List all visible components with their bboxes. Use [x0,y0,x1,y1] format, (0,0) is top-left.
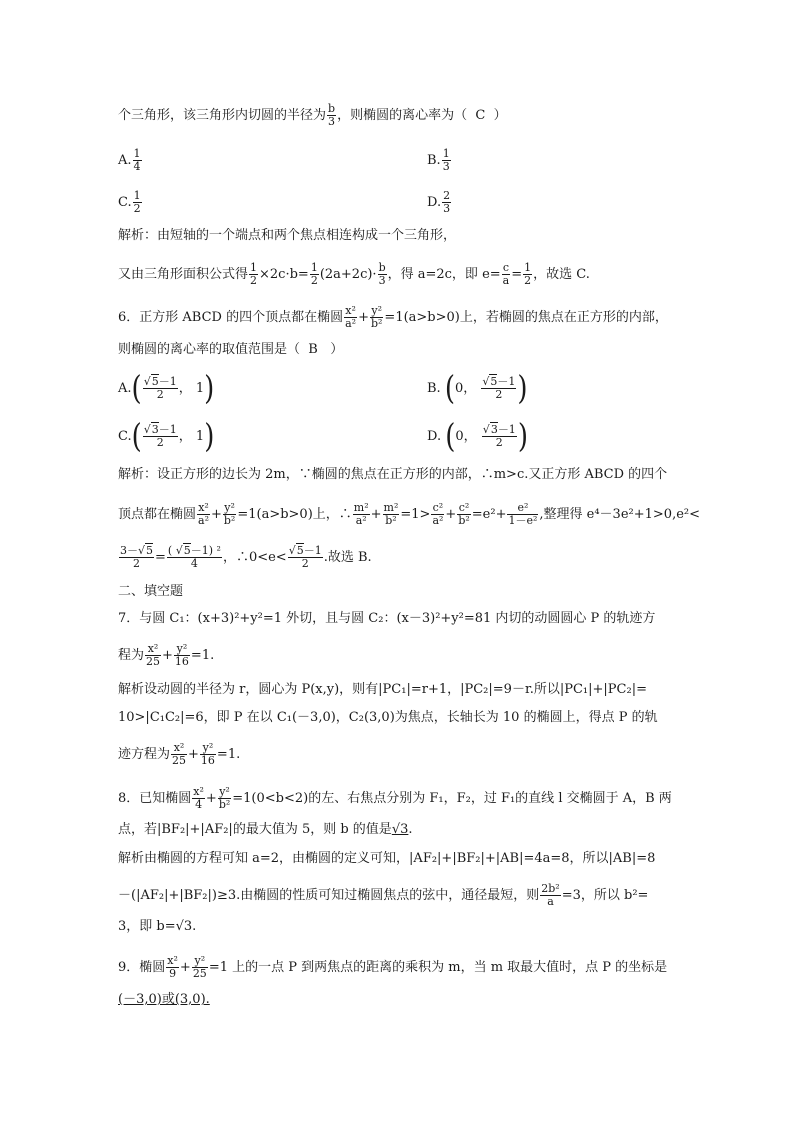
q6-option-d: D. (0， $\frac{√3-1}{2}$ ) [427,417,528,456]
q6-answer: B [308,342,318,357]
q8-solution-3: 3，即 b=√3. [118,919,197,934]
q6-stem-2: 则椭圆的离心率的取值范围是（ B ） [118,342,344,357]
q7-stem-2: 程为 $\frac{\text{x²}}{25}$ + $\frac{\text{y²}}{16}$ =1. [118,642,215,668]
q8-stem-2: 点，若|BF₂|+|AF₂|的最大值为 5，则 b 的值是√3. [118,822,413,837]
q5-option-c: C. $\frac{1}{2}$ [118,189,141,215]
q5-option-d: D. $\frac{2}{3}$ [427,189,451,215]
q5-option-a: A. $\frac{1}{4}$ [118,147,141,173]
q6-solution-2: 顶点都在椭圆 $\frac{\text{x²}}{\text{a²}}$ + $\frac{\text{y²}}{\text{b²}}$ =1(a>b>0)上，∴ $\frac{\text{m²}}{\text{a²}}$ + $\frac{\text{m²}}{\text{b²}}$ =1> $\frac{\text{c²}}{\text{a²}}$ + $\frac{\text{c²}}{\text{b²}}$ =e²+ $\frac{\text{e²}}{\text{1－e²}}$ ,整理得 e⁴－3e²+1>0,e²< [118,501,700,527]
q6-option-c: C.( $\frac{√3-1}{2}$ ， 1) [118,417,215,456]
q7-stem-1: 7．与圆 C₁：(x+3)²+y²=1 外切，且与圆 C₂：(x－3)²+y²=81 内切的动圆圆心 P 的轨迹方 [118,611,656,626]
q8-solution-2: －(|AF₂|+|BF₂|)≥3.由椭圆的性质可知过椭圆焦点的弦中，通径最短，则 $\frac{\text{2b²}}{a}$ =3，所以 b²= [118,882,649,908]
q6-stem-1: 6．正方形 ABCD 的四个顶点都在椭圆 $\frac{\text{x²}}{\text{a²}}$ + $\frac{\text{y²}}{\text{b²}}$ =1(a>b>0)上，若椭圆的焦点在正方形的内部， [118,304,668,330]
q5-solution-1: 解析：由短轴的一个端点和两个焦点相连构成一个三角形， [118,228,457,243]
q8-solution-1: 解析由椭圆的方程可知 a=2，由椭圆的定义可知，|AF₂|+|BF₂|+|AB|=4a=8，所以|AB|=8 [118,851,656,866]
section-heading: 二、填空题 [118,584,184,599]
q9-answer: (－3,0)或(3,0). [118,992,210,1007]
q8-stem-1: 8．已知椭圆 $\frac{\text{x²}}{4}$ + $\frac{\text{y²}}{\text{b²}}$ =1(0<b<2)的左、右焦点分别为 F₁，F₂，过 F₁的直线 l 交椭圆于 A，B 两 [118,785,672,811]
q5-answer: C [475,108,486,123]
q7-solution-1: 解析设动圆的半径为 r，圆心为 P(x,y)，则有|PC₁|=r+1，|PC₂|=9－r.所以|PC₁|+|PC₂|= [118,682,647,697]
q5-stem: 个三角形，该三角形内切圆的半径为 $\frac{b}{3}$ ，则椭圆的离心率为（ C ） [118,102,507,128]
q5-solution-2: 又由三角形面积公式得 $\frac{1}{2}$ ×2c·b= $\frac{1}{2}$ (2a+2c)· $\frac{b}{3}$ ，得 a=2c，即 e= $\frac{c}{a}$ = $\frac{1}{2}$ ，故选 C. [118,261,590,287]
q8-answer: √3 [391,822,409,837]
q9-stem-1: 9．椭圆 $\frac{\text{x²}}{9}$ + $\frac{\text{y²}}{25}$ =1 上的一点 P 到两焦点的距离的乘积为 m，当 m 取最大值时，点 P 的坐标是 [118,954,668,980]
q7-solution-2: 10>|C₁C₂|=6，即 P 在以 C₁(－3,0)，C₂(3,0)为焦点，长轴长为 10 的椭圆上，得点 P 的轨 [118,710,658,725]
q7-solution-3: 迹方程为 $\frac{\text{x²}}{25}$ + $\frac{\text{y²}}{16}$ =1. [118,741,241,767]
radius-fraction: $\frac{b}{3}$ [328,102,336,128]
q6-option-a: A.( $\frac{√5-1}{2}$ ， 1) [118,369,215,408]
q6-solution-3: $\frac{3-√5}{2}$ = $\frac{\text{( √5－1) ²}}{4}$ ，∴0<e< $\frac{√5-1}{2}$ .故选 B. [120,544,372,570]
q6-option-b: B. (0， $\frac{√5-1}{2}$ ) [427,369,528,408]
q5-option-b: B. $\frac{1}{3}$ [427,147,450,173]
q6-solution-1: 解析：设正方形的边长为 2m，∵椭圆的焦点在正方形的内部，∴m>c.又正方形 ABCD 的四个 [118,467,668,482]
